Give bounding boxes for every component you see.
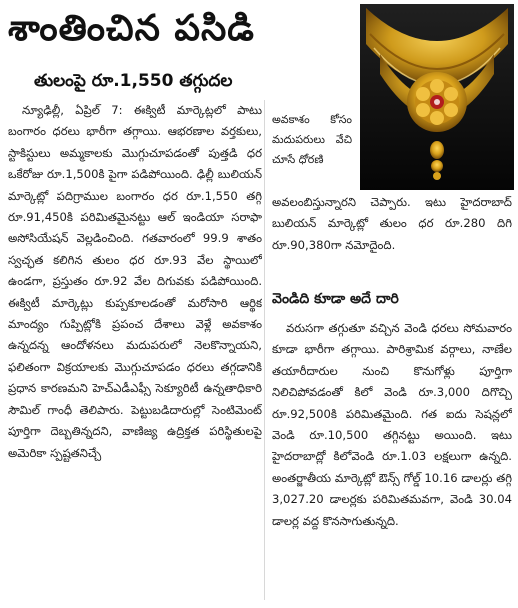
article-column-right-lower	[272, 318, 512, 603]
article-paragraph: న్యూఢిల్లీ, ఏప్రిల్ 7: ఈక్విటీ మార్కెట్లలో పాటు బంగారం ధరలు భారీగా తగ్గాయి. ఆభరణాల వర్తకులు, స్టాకిస్టులు అమ్మకాలకు మొగ్గుచూపడంతో పుత్తడి ధర ఒకేరోజు రూ.1,500కి పైగా పడిపోయింది. ఢిల్లీ బులియన్ మార్కెట్లో పదిగ్రాముల బంగారం ధర రూ.1,550 తగ్గి రూ.91,450కి పరిమితమైనట్టు ఆల్ ఇండియా సరాఫా అసోసియేషన్ వెల్లడించింది. గతవారంలో 99.9 శాతం స్వచ్ఛత కలిగిన తులం ధర రూ.93 వేల స్థాయిలో ఉండగా, ప్రస్తుతం రూ.92 వేల దిగువకు పడిపోయింది. ఈక్విటీ మార్కెట్లు కుప్పకూలడంతో మరోసారి ఆర్థిక మాంద్యం గుప్పిట్లోకి ప్రపంచ దేశాలు వెళ్లే అవకాశం ఉన్నదన్న ఆందోళనలు మదుపరులో నెలకొన్నాయని, ఫలితంగా విక్రయాలకు మొగ్గుచూపడం ధరలు తగ్గడానికి ప్రధాన కారణమని హెచ్ఎడీఎఫ్సీ సెక్యూరిటీ ఉన్నతాధికారి సౌమిల్ గాంధీ తెలిపారు. పెట్టుబడిదారుల్లో సెంటిమెంట్ పూర్తిగా దెబ్బతిన్నదని, వాణిజ్య ఉద్రిక్తత పరిస్థితులపై అమెరికా స్పష్టతనిచ్చే	[8, 103, 262, 460]
article-column-right-narrow	[272, 110, 352, 192]
subheadline: తులంపై రూ.1,550 తగ్గుదల	[34, 71, 233, 91]
gold-necklace-photo	[360, 4, 514, 190]
article-paragraph: అవలంబిస్తున్నారని చెప్పారు. ఇటు హైదరాబాద్ బులియన్ మార్కెట్లో తులం ధర రూ.280 దిగి రూ.90,380గా నమోదైంది.	[272, 195, 512, 252]
article-paragraph: వరుసగా తగ్గుతూ వచ్చిన వెండి ధరలు సోమవారం కూడా భారీగా తగ్గాయి. పారిశ్రామిక వర్గాలు, నాణేల తయారీదారుల నుంచి కొనుగోళ్లు పూర్తిగా నిలిచిపోవడంతో కిలో వెండి రూ.3,000 దిగొచ్చి రూ.92,500కి పరిమితమైంది. గత ఐదు సెషన్లలో వెండి రూ.10,500 తగ్గినట్టు అయింది. ఇటు హైదరాబాద్లో కిలోవెండి రూ.1.03 లక్షలుగా ఉన్నది. అంతర్జాతీయ మార్కెట్లో ఔన్స్ గోల్డ్ 10.16 డాలర్లు తగ్గి 3,027.20 డాలర్లకు పరిమితమవగా, వెండి 30.04 డాలర్ల వద్ద కొనసాగుతున్నది.	[272, 321, 512, 528]
article-column-left	[8, 100, 262, 600]
article-column-right	[272, 192, 512, 272]
section-heading: వెండిది కూడా అదే దారి	[272, 291, 399, 307]
column-divider	[264, 100, 265, 600]
headline: శాంతించిన పసిడి	[8, 8, 255, 49]
article-paragraph: అవకాశం కోసం మదుపరులు వేచి చూసే ధోరణి	[272, 113, 352, 166]
